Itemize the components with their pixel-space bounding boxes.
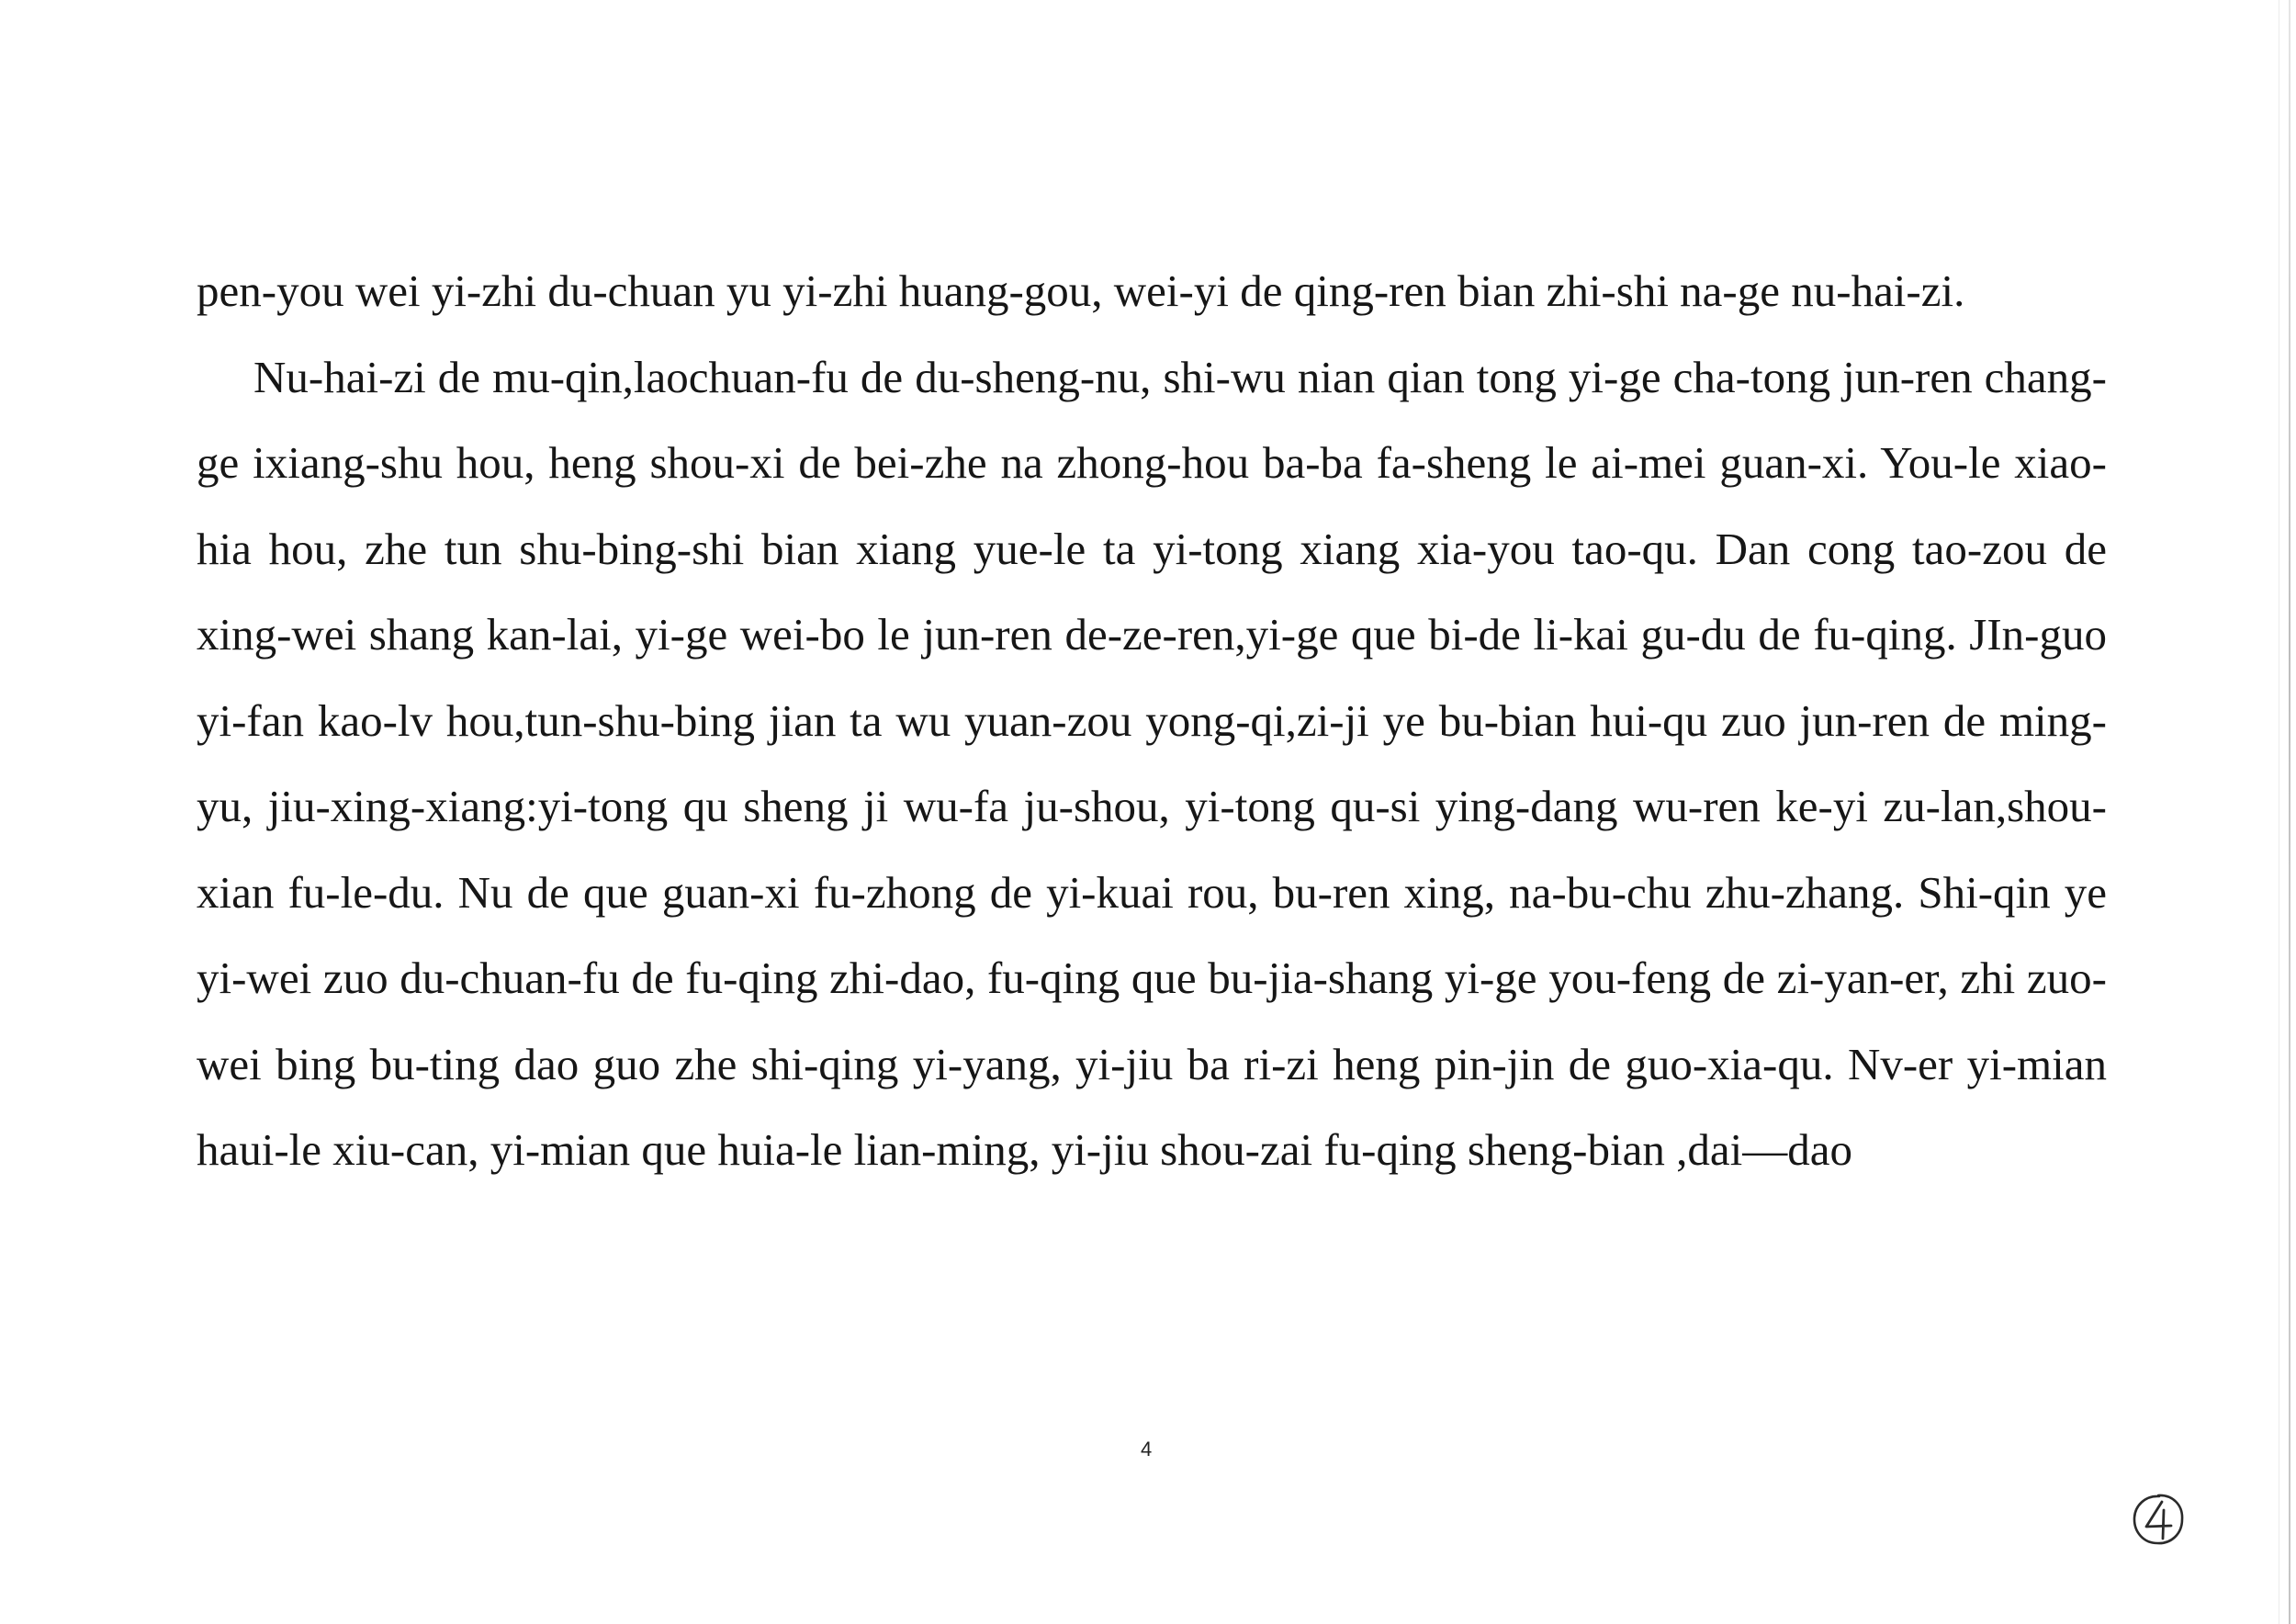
circled-page-number-mark [2129, 1490, 2188, 1549]
document-body [197, 248, 2107, 1193]
paragraph-continued: pen-you wei yi-zhi du-chuan yu yi-zhi huang-gou, wei-yi de qing-ren bian zhi-shi na-ge nu-hai-zi. [197, 265, 1965, 316]
paragraph-main: Nu-hai-zi de mu-qin,laochuan-fu de du-sheng-nu, shi-wu nian qian tong yi-ge cha-tong jun-ren chang-ge ixiang-shu hou, heng shou-xi de bei-zhe na zhong-hou ba-ba fa-sheng le ai-mei guan-xi. You-le xiao-hia hou, zhe tun shu-bing-shi bian xiang yue-le ta yi-tong xiang xia-you tao-qu. Dan cong tao-zou de xing-wei shang kan-lai, yi-ge wei-bo le jun-ren de-ze-ren,yi-ge que bi-de li-kai gu-du de fu-qing. JIn-guo yi-fan kao-lv hou,tun-shu-bing jian ta wu yuan-zou yong-qi,zi-ji ye bu-bian hui-qu zuo jun-ren de ming-yu, jiu-xing-xiang:yi-tong qu sheng ji wu-fa ju-shou, yi-tong qu-si ying-dang wu-ren ke-yi zu-lan,shou-xian fu-le-du. Nu de que guan-xi fu-zhong de yi-kuai rou, bu-ren xing, na-bu-chu zhu-zhang. Shi-qin ye yi-wei zuo du-chuan-fu de fu-qing zhi-dao, fu-qing que bu-jia-shang yi-ge you-feng de zi-yan-er, zhi zuo-wei bing bu-ting dao guo zhe shi-qing yi-yang, yi-jiu ba ri-zi heng pin-jin de guo-xia-qu. Nv-er yi-mian haui-le xiu-can, yi-mian que huia-le lian-ming, yi-jiu shou-zai fu-qing sheng-bian ,dai—dao [197, 351, 2107, 1175]
scan-edge-shadow [2289, 0, 2290, 1624]
page-number: 4 [1141, 1438, 1153, 1460]
